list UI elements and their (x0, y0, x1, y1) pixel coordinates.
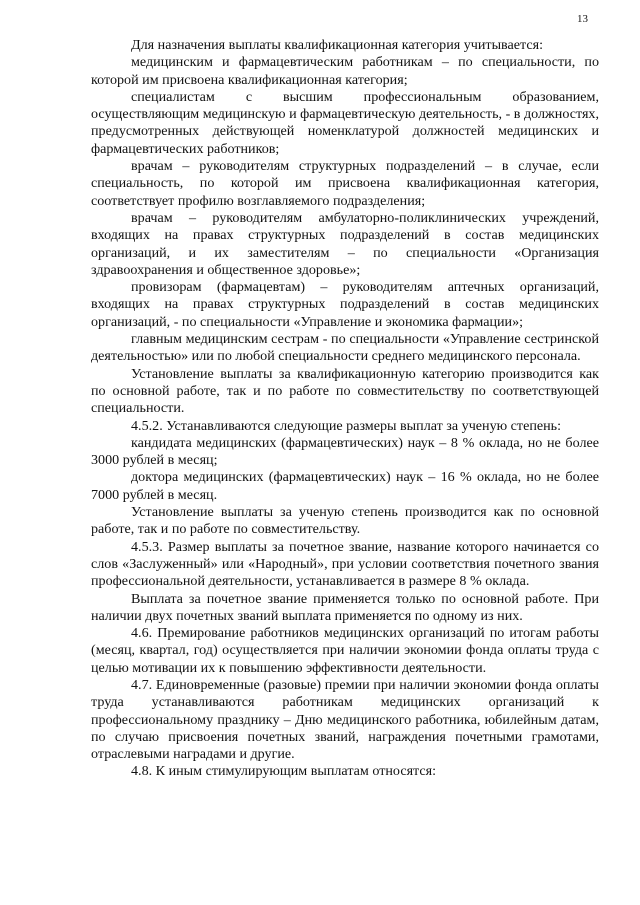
page-number: 13 (577, 13, 588, 25)
paragraph: 4.5.2. Устанавливаются следующие размеры выплат за ученую степень: (131, 417, 562, 434)
paragraph: провизорам (фармацевтам) – руководителям аптечных организаций, входящих на правах структурных подразделений в состав медицинских организаций, - по специальности «Управление и экономика фармации»; (91, 279, 599, 330)
paragraph: Для назначения выплаты квалификационная категория учитывается: (131, 37, 544, 53)
paragraph: Выплата за почетное звание применяется только по основной работе. При наличии двух почетных званий выплата применяется по одному из них. (91, 590, 599, 624)
paragraph: доктора медицинских (фармацевтических) наук – 16 % оклада, но не более 7000 рублей в месяц. (91, 469, 599, 503)
paragraph: врачам – руководителям структурных подразделений – в случае, если специальность, по которой им присвоена квалификационная категория, соответствует профилю возглавляемого подразделения; (91, 158, 599, 209)
paragraph: врачам – руководителям амбулаторно-поликлинических учреждений, входящих на правах структурных подразделений в состав медицинских организаций, и их заместителям – по специальности «Организация здравоохранения и общественное здоровье»; (91, 209, 599, 278)
paragraph: 4.5.3. Размер выплаты за почетное звание, название которого начинается со слов «Заслуженный» или «Народный», при условии соответствия почетного звания профессиональной деятельности, устанавливается в размере 8 % оклада. (91, 538, 599, 590)
paragraph: 4.7. Единовременные (разовые) премии при наличии экономии фонда оплаты труда устанавливаются работникам медицинских организаций к профессиональному празднику – Дню медицинского работника, юбилейным датам, по случаю присвоения почетных званий, награждения почетными грамотами, отраслевыми наградами и другие. (91, 676, 599, 763)
paragraph: специалистам с высшим профессиональным образованием, осуществляющим медицинскую и фармацевтическую деятельность, - в должностях, предусмотренных действующей номенклатурой должностей медицинских и фармацевтических работников; (91, 88, 599, 157)
paragraph: главным медицинским сестрам - по специальности «Управление сестринской деятельностью» или по любой специальности среднего медицинского персонала. (91, 331, 599, 365)
paragraph: медицинским и фармацевтическим работникам – по специальности, по которой им присвоена квалификационная категория; (91, 54, 599, 88)
paragraph: Установление выплаты за квалификационную категорию производится как по основной работе, так и по работе по совместительству по соответствующей специальности. (91, 365, 599, 417)
paragraph: кандидата медицинских (фармацевтических) наук – 8 % оклада, но не более 3000 рублей в месяц; (91, 434, 599, 469)
paragraph: Установление выплаты за ученую степень производится как по основной работе, так и по работе по совместительству. (91, 504, 599, 538)
document-body (91, 37, 599, 781)
paragraph: 4.8. К иным стимулирующим выплатам относятся: (131, 763, 437, 780)
paragraph: 4.6. Премирование работников медицинских организаций по итогам работы (месяц, квартал, год) осуществляется при наличии экономии фонда оплаты труда с целью мотивации их к повышению эффективности деятельности. (91, 625, 599, 676)
